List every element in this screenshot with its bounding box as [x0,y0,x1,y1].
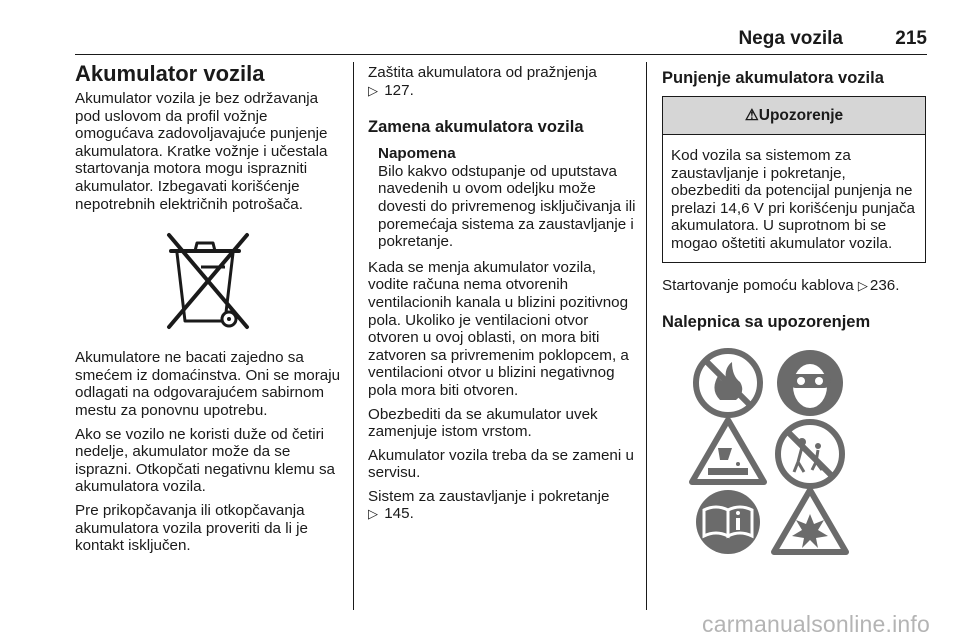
paragraph: Kada se menja akumulator vozila, vodite računa nema otvorenih ventilacionih kanala u blizini pozitivnog pola. Ukoliko je ventilacioni otvor otvoren u ovoj oblasti, on mora biti zatvoren sa privremenim poklopcem, a ventilacioni otvor u blizini negativnog pola mora biti otvoren. [368,258,629,399]
watermark: carmanualsonline.info [702,611,930,637]
column-1 [75,60,343,561]
no-fire-icon [696,351,760,415]
column-2 [368,64,636,529]
column-3 [662,64,926,556]
acid-warning-icon [692,420,764,482]
page-reference-link[interactable]: 145. [384,505,414,523]
paragraph: Zaštita akumulatora od pražnjenja ▷ 127. [368,64,597,99]
warning-triangle-icon: ⚠ [744,107,759,124]
page-reference-link[interactable]: 236. [869,276,900,294]
column-divider [353,62,354,610]
crossed-out-bin-icon [149,227,269,335]
warning-box [662,96,926,263]
keep-children-away-icon [778,422,842,486]
note-box [368,145,636,251]
section-title: Nega vozila [738,28,843,49]
eye-protection-icon [777,350,843,416]
page-number: 215 [895,28,927,49]
explosion-warning-icon [774,490,846,552]
paragraph: Akumulator vozila treba da se zameni u servisu. [368,446,634,482]
warning-text: Kod vozila sa sistemom za zaustavljanje i pokretanje, obezbediti da potencijal punjenja ne prelazi 14,6 V pri korišćenju punjača akumulatora. U suprotnom bi se mogao oštetiti akumulator vozila. [671,147,915,252]
triangle-right-icon: ▷ [857,277,868,293]
section-heading: Nalepnica sa upozorenjem [662,313,871,332]
paragraph: Ako se vozilo ne koristi duže od četiri nedelje, akumulator može da se isprazni. Otkopčati negativnu klemu sa akumulatora vozila. [75,425,336,496]
read-manual-icon [696,490,760,554]
paragraph: Obezbediti da se akumulator uvek zamenjuje istom vrstom. [368,405,598,441]
note-text: Bilo kakvo odstupanje od uputstava navedenih u ovom odeljku može dovesti do privremenog isključivanja ili poremećaja sistema za zaustavljanje i pokretanje. [378,162,636,251]
header-rule [75,54,927,55]
paragraph: Akumulatore ne bacati zajedno sa smećem iz domaćinstva. Oni se moraju odlagati na odgovarajućem sabirnom mestu za ponovnu upotrebu. [75,349,341,419]
triangle-right-icon: ▷ [368,506,378,522]
section-heading: Punjenje akumulatora vozila [662,69,884,87]
paragraph: Akumulator vozila je bez održavanja pod uslovom da profil vožnje omogućava zadovoljavajuće punjenje akumulatora. Kratke vožnje i učestala startovanja motora mogu isprazniti akumulator. Izbegavati korišćenje nepotrebnih električnih potrošača. [75,90,328,213]
column-divider [646,62,647,610]
paragraph: Pre prikopčavanja ili otkopčavanja akumulatora vozila proveriti da li je kontakt isključen. [75,501,308,555]
section-heading: Akumulator vozila [75,61,265,86]
warning-header [663,97,925,135]
warning-label-image [670,346,920,556]
note-title: Napomena [378,145,456,163]
section-heading: Zamena akumulatora vozila [368,118,584,137]
paragraph: Startovanje pomoću kablova ▷ 236. [662,276,900,294]
triangle-right-icon: ▷ [368,82,378,98]
warning-title: Upozorenje [758,107,844,124]
paragraph: Sistem za zaustavljanje i pokretanje ▷ 145. [368,487,610,523]
page-reference-link[interactable]: 127. [384,81,414,99]
page-header [75,28,927,54]
